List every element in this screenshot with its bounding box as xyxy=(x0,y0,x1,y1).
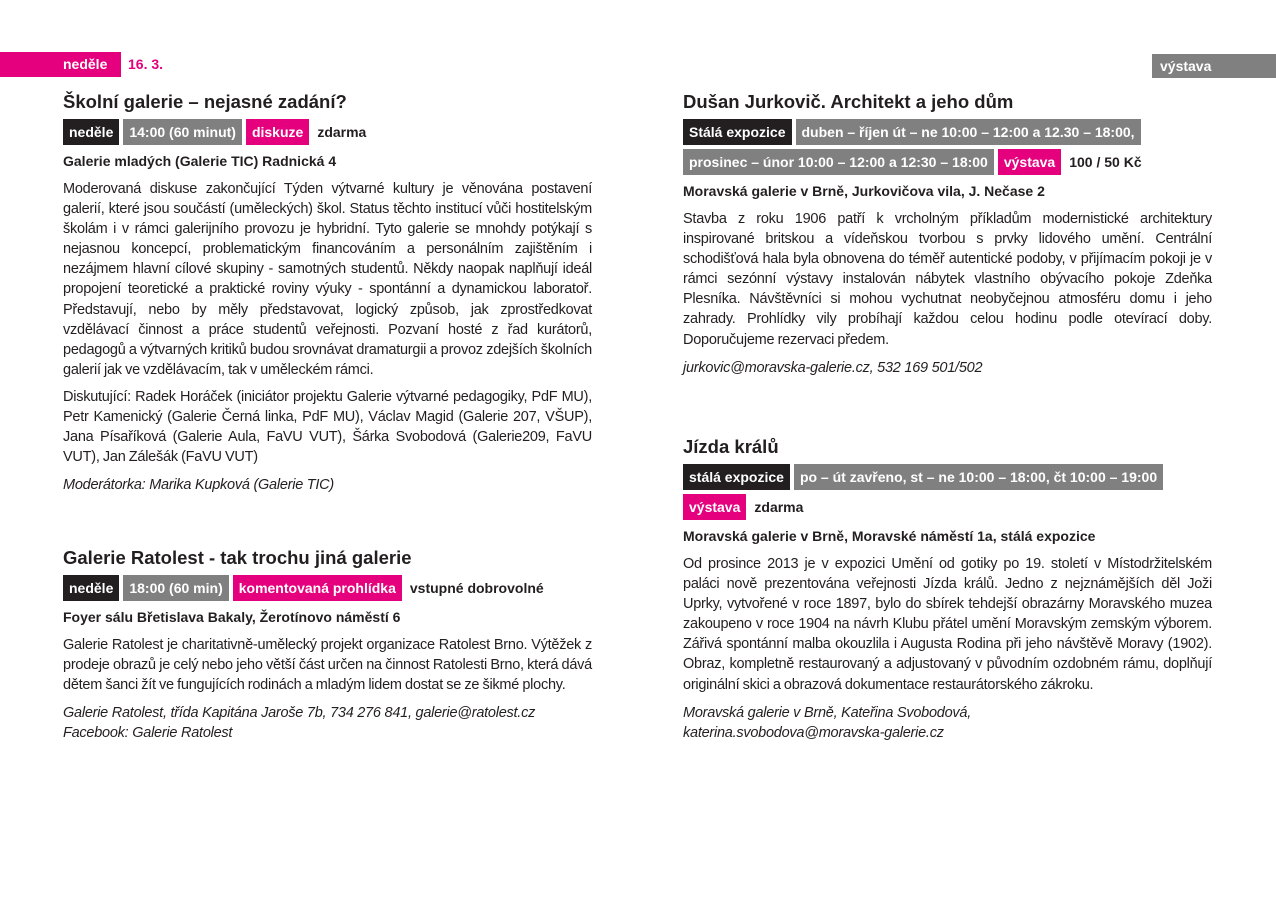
event-description: Moderovaná diskuse zakončující Týden výtvarné kultury je věnována postavení galerií, které jsou součástí (uměleckých) škol. Status těchto institucí vůči hostitelským školám i v rámci galerijního provozu je hybridní. Tyto galerie se mnohdy potýkají s nejasnou koncepcí, problematickým financováním a personálním zajištěním i nezájmem hlavní cílové skupiny - samotných studentů. Někdy naopak naplňují ideál propojení teoretické a praktické roviny výuky - spontánní a dynamickou laboratoř. Představují, nebo by měly představovat, logický způsob, jak zprostředkovat vzdělávací činnost a práce studentů veřejnosti. Pozvaní hosté z řad kurátorů, pedagogů a výtvarných kritiků budou srovnávat dramaturgii a provoz zdejších školních galerií jak ve vzdělávacím, tak v uměleckém rámci. xyxy=(63,181,592,378)
event-title: Dušan Jurkovič. Architekt a jeho dům xyxy=(683,91,1014,112)
event-contact: jurkovic@moravska-galerie.cz, 532 169 501/502 xyxy=(683,359,983,376)
event-skolni-galerie xyxy=(63,88,592,495)
tag-hours: prosinec – únor 10:00 – 12:00 a 12:30 – 18:00 xyxy=(683,149,994,175)
event-tags xyxy=(683,464,1212,524)
contact-line: Facebook: Galerie Ratolest xyxy=(63,725,233,742)
event-moderator: Moderátorka: Marika Kupková (Galerie TIC) xyxy=(63,477,334,494)
tag-type: výstava xyxy=(998,149,1061,175)
event-tags xyxy=(683,119,1212,179)
event-venue: Galerie mladých (Galerie TIC) Radnická 4 xyxy=(63,153,337,169)
event-contact xyxy=(63,703,592,743)
tag-price: vstupné dobrovolné xyxy=(409,580,544,596)
event-venue: Moravská galerie v Brně, Moravské náměstí 1a, stálá expozice xyxy=(683,528,1096,544)
tag-price: zdarma xyxy=(754,499,804,515)
event-description: Galerie Ratolest je charitativně-umělecký projekt organizace Ratolest Brno. Výtěžek z prodeje obrazů je celý nebo jeho větší část určen na činnost Ratolesti Brno, která dává dětem šanci žít ve fungujících rodinách a mladým lidem dostat se ze šikmé plochy. xyxy=(63,637,592,694)
event-participants: Diskutující: Radek Horáček (iniciátor projektu Galerie výtvarné pedagogiky, PdF MU), Petr Kamenický (Galerie Černá linka, PdF MU), Václav Magid (Galerie 207, VŠUP), Jana Písaříková (Galerie Aula, FaVU VUT), Šárka Svobodová (Galerie209, FaVU VUT), Jan Zálešák (FaVU VUT) xyxy=(63,388,592,466)
contact-line: Moravská galerie v Brně, Kateřina Svobodová, xyxy=(683,704,972,721)
tag-kind: stálá expozice xyxy=(683,464,790,490)
contact-line: Galerie Ratolest, třída Kapitána Jaroše 7b, 734 276 841, galerie@ratolest.cz xyxy=(63,705,536,722)
tag-type: výstava xyxy=(683,494,746,520)
event-title: Jízda králů xyxy=(683,436,779,457)
tag-type: diskuze xyxy=(246,119,309,145)
tag-hours: duben – říjen út – ne 10:00 – 12:00 a 12.30 – 18:00, xyxy=(796,119,1141,145)
event-galerie-ratolest xyxy=(63,544,592,743)
day-label: neděle xyxy=(63,56,108,72)
event-description: Stavba z roku 1906 patří k vrcholným příkladům modernistické architektury inspirované britskou a vídeňskou tvorbou s prvky lidového umění. Centrální schodišťová hala byla obnovena do téměř autentické podoby, v přijímacím pokoji je v rámci sezónní výstavy instalován nábytek vlastního obývacího pokoje Zdeňka Plesníka. Návštěvníci si mohou vychutnat neobyčejnou atmosféru domu i jeho zahrady. Prohlídky vily probíhají každou celou hodinu podle otevírací doby. Doporučujeme rezervaci předem. xyxy=(683,211,1212,348)
category-tab xyxy=(1152,54,1276,78)
event-jizda-kralu xyxy=(683,433,1212,743)
event-venue: Moravská galerie v Brně, Jurkovičova vila, J. Nečase 2 xyxy=(683,183,1045,199)
tag-time: 14:00 (60 minut) xyxy=(123,119,242,145)
event-description: Od prosince 2013 je v expozici Umění od gotiky po 19. století v Místodržitelském paláci nově prezentována veřejnosti Jízda králů. Jedno z nejznámějších děl Joži Uprky, vytvořené v roce 1897, bylo do sbírek tehdejší obrazárny Moravského muzea zakoupeno v roce 1904 na návrh Klubu přátel umění Moravským zemským výborem. Zářivá spontánní malba okouzlila i Augusta Rodina při jeho návštěvě Moravy (1902). Obraz, kompletně restaurovaný a adjustovaný v původním ozdobném rámu, doplňují originální skici a obrazová dokumentace restaurátorského zákroku. xyxy=(683,556,1212,693)
day-tab xyxy=(0,52,121,77)
event-tags xyxy=(63,575,592,605)
tag-hours: po – út zavřeno, st – ne 10:00 – 18:00, čt 10:00 – 19:00 xyxy=(794,464,1163,490)
tag-price: zdarma xyxy=(317,124,367,140)
tag-type: komentovaná prohlídka xyxy=(233,575,402,601)
event-tags xyxy=(63,119,592,149)
date-label: 16. 3. xyxy=(128,56,164,72)
contact-line: katerina.svobodova@moravska-galerie.cz xyxy=(683,724,944,741)
tag-price: 100 / 50 Kč xyxy=(1069,154,1142,170)
event-title: Galerie Ratolest - tak trochu jiná galerie xyxy=(63,547,412,568)
event-contact xyxy=(683,703,1212,743)
tag-kind: Stálá expozice xyxy=(683,119,792,145)
event-title: Školní galerie – nejasné zadání? xyxy=(63,91,347,112)
tag-day: neděle xyxy=(63,119,119,145)
tag-time: 18:00 (60 min) xyxy=(123,575,228,601)
event-venue: Foyer sálu Břetislava Bakaly, Žerotínovo náměstí 6 xyxy=(63,609,401,625)
category-label: výstava xyxy=(1160,58,1212,74)
tag-day: neděle xyxy=(63,575,119,601)
event-jurkovic xyxy=(683,88,1212,378)
